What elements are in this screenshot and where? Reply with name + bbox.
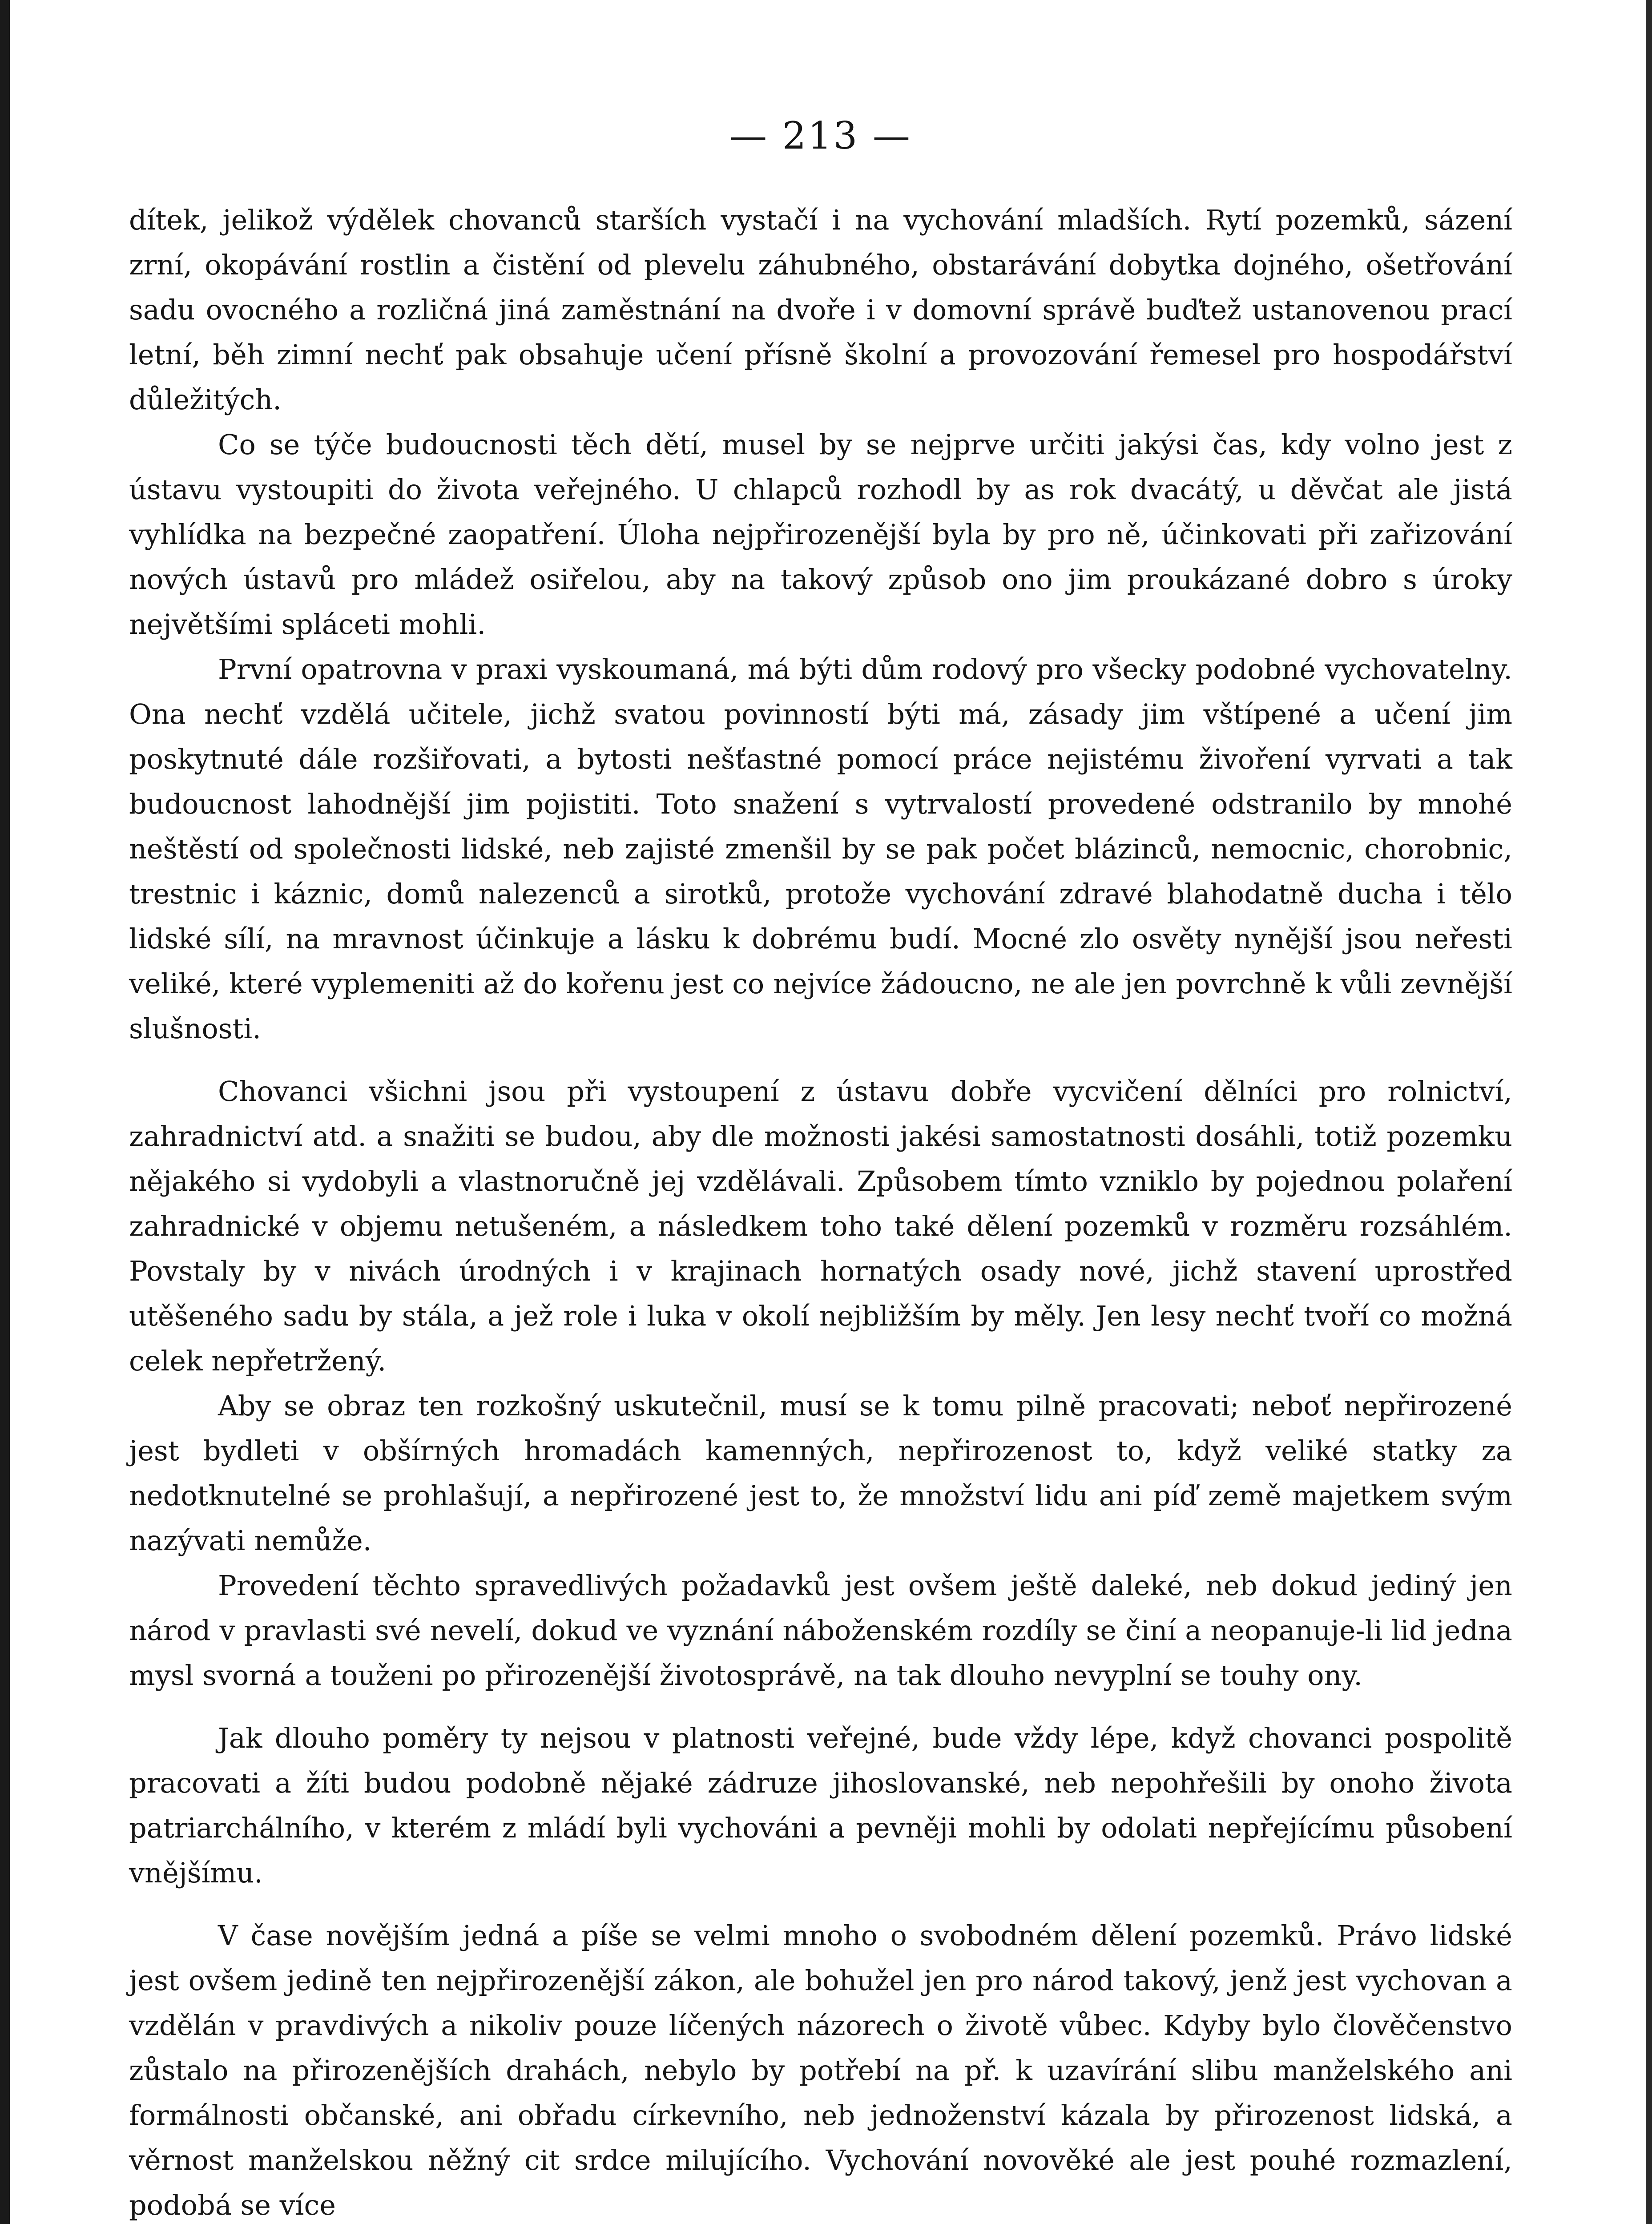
scan-edge-left bbox=[0, 0, 10, 2224]
book-page bbox=[129, 111, 1512, 2224]
paragraph-7: Jak dlouho poměry ty nejsou v platnosti veřejné, bude vždy lépe, když chovanci pospolitě pracovati a žíti budou podobně nějaké zádruze jihoslovanské, neb nepohřešili by onoho života patriarchálního, v kterém z mládí byli vychováni a pevněji mohli by odolati nepřejícímu působení vnějšímu. bbox=[129, 1722, 1512, 1889]
paragraph-1: dítek, jelikož výdělek chovanců starších vystačí i na vychování mladších. Rytí pozemků, sázení zrní, okopávání rostlin a čistění od plevelu záhubného, obstarávání dobytka dojného, ošetřování sadu ovocného a rozličná jiná zaměstnání na dvoře i v domovní správě buďtež ustanovenou prací letní, běh zimní nechť pak obsahuje učení přísně školní a provozování řemesel pro hospodářství důležitých. bbox=[129, 204, 1512, 416]
paragraph-5: Aby se obraz ten rozkošný uskutečnil, musí se k tomu pilně pracovati; neboť nepřirozené jest bydleti v obšírných hromadách kamenných, nepřirozenost to, když veliké statky za nedotknutelné se prohlašují, a nepřirozené jest to, že množství lidu ani píď země majetkem svým nazývati nemůže. bbox=[129, 1390, 1512, 1557]
paragraph-8: V čase novějším jedná a píše se velmi mnoho o svobodném dělení pozemků. Právo lidské jest ovšem jedině ten nejpřirozenější zákon, ale bohužel jen pro národ takový, jenž jest vychovan a vzdělán v pravdivých a nikoliv pouze líčených názorech o životě vůbec. Kdyby bylo člověčenstvo zůstalo na přirozenějších drahách, nebylo by potřebí na př. k uzavírání slibu manželského ani formálnosti občanské, ani obřadu církevního, neb jednoženství kázala by přirozenost lidská, a věrnost manželskou něžný cit srdce milujícího. Vychování novověké ale jest pouhé rozmazlení, podobá se více bbox=[129, 1919, 1512, 2221]
paragraph-2: Co se týče budoucnosti těch dětí, musel by se nejprve určiti jakýsi čas, kdy volno jest z ústavu vystoupiti do života veřejného. U chlapců rozhodl by as rok dvacátý, u děvčat ale jistá vyhlídka na bezpečné zaopatření. Úloha nejpřirozenější byla by pro ně, účinkovati při zařizování nových ústavů pro mládež osiřelou, aby na takový způsob ono jim proukázané dobro s úroky největšími spláceti mohli. bbox=[129, 428, 1512, 641]
paragraph-6: Provedení těchto spravedlivých požadavků jest ovšem ještě daleké, neb dokud jediný jen národ v pravlasti své nevelí, dokud ve vyznání náboženském rozdíly se činí a neopanuje-li lid jedna mysl svorná a touženi po přirozenější životosprávě, na tak dlouho nevyplní se touhy ony. bbox=[129, 1569, 1512, 1692]
paragraph-4: Chovanci všichni jsou při vystoupení z ústavu dobře vycvičení dělníci pro rolnictví, zahradnictví atd. a snažiti se budou, aby dle možnosti jakési samostatnosti dosáhli, totiž pozemku nějakého si vydobyli a vlastnoručně jej vzdělávali. Způsobem tímto vzniklo by pojednou polaření zahradnické v objemu netušeném, a následkem toho také dělení pozemků v rozměru rozsáhlém. Povstaly by v nivách úrodných i v krajinach hornatých osady nové, jichž stavení uprostřed utěšeného sadu by stála, a jež role i luka v okolí nejbližším by měly. Jen lesy nechť tvoří co možná celek nepřetržený. bbox=[129, 1075, 1512, 1377]
scan-edge-right bbox=[1646, 0, 1652, 2224]
paragraph-3: První opatrovna v praxi vyskoumaná, má býti dům rodový pro všecky podobné vychovatelny. Ona nechť vzdělá učitele, jichž svatou povinností býti má, zásady jim vštípené a učení jim poskytnuté dále rozšiřovati, a bytosti nešťastné pomocí práce nejistému živoření vyrvati a tak budoucnost lahodnější jim pojistiti. Toto snažení s vytrvalostí provedené odstranilo by mnohé neštěstí od společnosti lidské, neb zajisté zmenšil by se pak počet blázinců, nemocnic, chorobnic, trestnic i káznic, domů nalezenců a sirotků, protože vychování zdravé blahodatně ducha i tělo lidské sílí, na mravnost účinkuje a lásku k dobrému budí. Mocné zlo osvěty nynější jsou neřesti veliké, které vyplemeniti až do kořenu jest co nejvíce žádoucno, ne ale jen povrchně k vůli zevnější slušnosti. bbox=[129, 653, 1512, 1045]
page-number: — 213 — bbox=[729, 114, 912, 157]
